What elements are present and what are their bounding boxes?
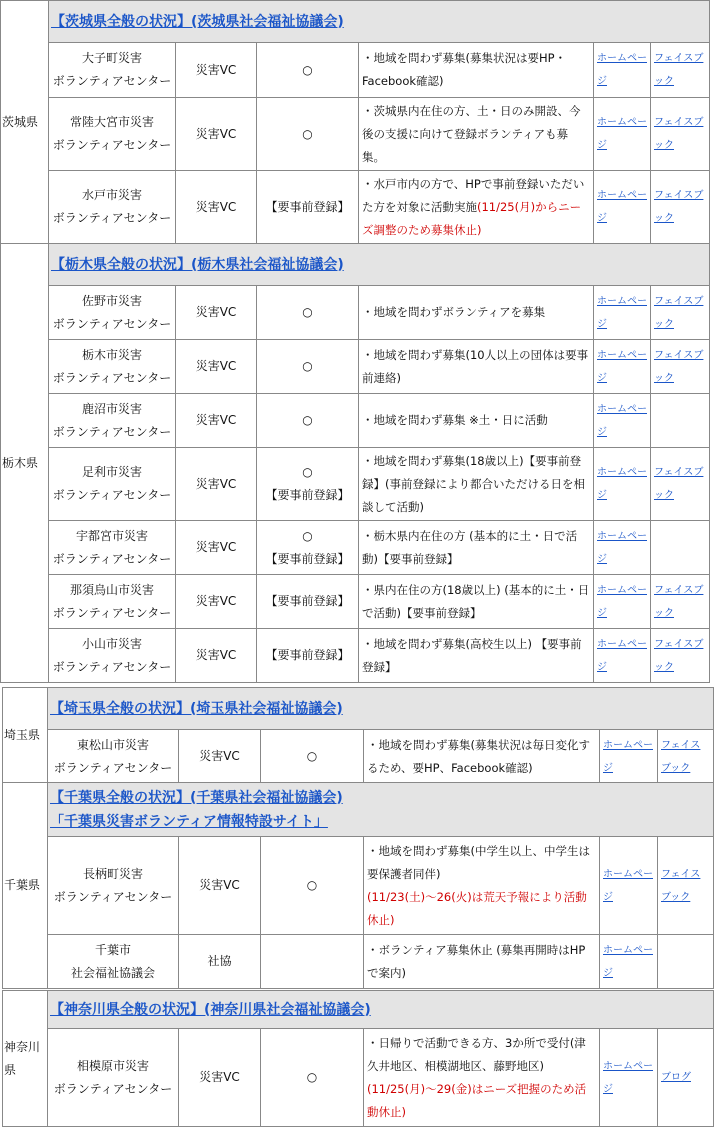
center-type: 災害VC [176, 43, 257, 98]
center-type: 災害VC [179, 837, 261, 935]
center-type: 災害VC [179, 1029, 261, 1127]
suspension-notice: (11/25(月)からニーズ調整のため募集休止) [362, 199, 582, 237]
homepage-link[interactable]: ホームページ [597, 53, 647, 87]
social-cell [651, 521, 710, 575]
social-cell [658, 935, 714, 989]
center-name: 千葉市 社会福祉協議会 [48, 935, 179, 989]
disaster-volunteer-site-link[interactable]: 「千葉県災害ボランティア情報特設サイト」 [50, 813, 328, 830]
recruit-description: ・日帰りで活動できる方、3か所で受付(津久井地区、相模湖地区、藤野地区) (11/25(月)～29(金)はニーズ把握のため活動休止) [364, 1029, 600, 1127]
homepage-cell [600, 1029, 658, 1127]
prefecture-saitama: 埼玉県 [3, 688, 48, 784]
recruit-description: ・地域を問わず募集(募集状況は要HP・Facebook確認) [359, 43, 594, 98]
center-type: 災害VC [176, 448, 257, 521]
recruit-status: ○ [257, 286, 359, 340]
center-type: 社協 [179, 935, 261, 989]
homepage-cell [600, 935, 658, 989]
section-header-kanagawa [48, 991, 714, 1029]
center-type: 災害VC [176, 575, 257, 629]
facebook-link[interactable]: フェイスブック [661, 739, 701, 774]
recruit-status: ○ [261, 730, 364, 784]
recruit-description: ・地域を問わず募集 ※土・日に活動 [359, 394, 594, 448]
prefecture-status-link[interactable]: 【茨城県全般の状況】(茨城県社会福祉協議会) [51, 13, 344, 30]
social-cell [651, 394, 710, 448]
recruit-status [261, 935, 364, 989]
center-name: 長柄町災害 ボランティアセンター [48, 837, 179, 935]
homepage-link[interactable]: ホームページ [597, 638, 647, 673]
center-name: 常陸大宮市災害 ボランティアセンター [49, 98, 176, 171]
recruit-status: ○ [257, 98, 359, 171]
facebook-link[interactable]: フェイスブック [654, 467, 704, 501]
recruit-status: 【要事前登録】 [257, 575, 359, 629]
homepage-link[interactable]: ホームページ [603, 868, 653, 903]
recruit-description: ・茨城県内在住の方、土・日のみ開設、今後の支援に向けて登録ボランティアも募集。 [359, 98, 594, 171]
center-name: 宇都宮市災害 ボランティアセンター [49, 521, 176, 575]
table-row [1, 629, 710, 683]
table-row [1, 575, 710, 629]
recruit-description: ・県内在住の方(18歳以上) (基本的に土・日で活動)【要事前登録】 [359, 575, 594, 629]
homepage-link[interactable]: ホームページ [603, 739, 653, 774]
facebook-link[interactable]: フェイスブック [654, 584, 704, 619]
prefecture-kanagawa: 神奈川県 [3, 991, 48, 1127]
center-type: 災害VC [179, 730, 261, 784]
section-header-saitama [48, 688, 714, 730]
table-row [3, 730, 714, 784]
center-type: 災害VC [176, 394, 257, 448]
recruit-status: ○ 【要事前登録】 [257, 448, 359, 521]
facebook-link[interactable]: フェイスブック [654, 117, 704, 151]
social-cell [658, 1029, 714, 1127]
social-cell [658, 837, 714, 935]
recruit-description: ・地域を問わず募集(中学生以上、中学生は要保護者同伴) (11/23(土)～26(火)は荒天予報により活動休止) [364, 837, 600, 935]
facebook-link[interactable]: フェイスブック [661, 868, 701, 903]
volunteer-table-chiba [2, 782, 714, 989]
center-type: 災害VC [176, 286, 257, 340]
table-row [1, 98, 710, 171]
social-cell [651, 340, 710, 394]
prefecture-status-link[interactable]: 【埼玉県全般の状況】(埼玉県社会福祉協議会) [50, 700, 343, 717]
center-name: 小山市災害 ボランティアセンター [49, 629, 176, 683]
social-cell [651, 286, 710, 340]
table-row [3, 837, 714, 935]
recruit-description: ・栃木県内在住の方 (基本的に土・日で活動)【要事前登録】 [359, 521, 594, 575]
homepage-cell [594, 575, 651, 629]
center-name: 那須烏山市災害 ボランティアセンター [49, 575, 176, 629]
homepage-cell [594, 286, 651, 340]
facebook-link[interactable]: フェイスブック [654, 349, 704, 384]
volunteer-table-kanagawa [2, 990, 714, 1127]
social-cell [651, 171, 710, 244]
table-row [1, 448, 710, 521]
section-header-chiba [48, 783, 714, 837]
center-type: 災害VC [176, 171, 257, 244]
social-cell [651, 575, 710, 629]
volunteer-table-saitama [2, 687, 714, 784]
center-name: 鹿沼市災害 ボランティアセンター [49, 394, 176, 448]
homepage-link[interactable]: ホームページ [597, 349, 647, 384]
homepage-cell [594, 340, 651, 394]
prefecture-ibaraki: 茨城県 [1, 1, 49, 244]
suspension-notice: (11/23(土)～26(火)は荒天予報により活動休止) [367, 889, 587, 927]
table-row [1, 43, 710, 98]
social-cell [651, 448, 710, 521]
prefecture-tochigi: 栃木県 [1, 244, 49, 683]
table-row [1, 286, 710, 340]
center-type: 災害VC [176, 98, 257, 171]
homepage-cell [594, 394, 651, 448]
center-name: 相模原市災害 ボランティアセンター [48, 1029, 179, 1127]
social-cell [658, 730, 714, 784]
table-row [1, 340, 710, 394]
center-name: 大子町災害 ボランティアセンター [49, 43, 176, 98]
center-type: 災害VC [176, 521, 257, 575]
homepage-cell [594, 521, 651, 575]
prefecture-status-link[interactable]: 【千葉県全般の状況】(千葉県社会福祉協議会) [50, 789, 343, 806]
homepage-cell [594, 43, 651, 98]
recruit-description: ・地域を問わず募集(18歳以上)【要事前登録】(事前登録により都合いただける日を相談して活動) [359, 448, 594, 521]
recruit-status: ○ 【要事前登録】 [257, 521, 359, 575]
social-cell [651, 629, 710, 683]
social-cell [651, 43, 710, 98]
prefecture-chiba: 千葉県 [3, 783, 48, 989]
table-row [3, 1029, 714, 1127]
homepage-link[interactable]: ホームページ [597, 117, 647, 151]
homepage-link[interactable]: ホームページ [597, 584, 647, 619]
homepage-link[interactable]: ホームページ [597, 190, 647, 224]
center-name: 佐野市災害 ボランティアセンター [49, 286, 176, 340]
recruit-description: ・地域を問わず募集(高校生以上) 【要事前登録】 [359, 629, 594, 683]
recruit-status: ○ [257, 43, 359, 98]
recruit-status: ○ [257, 340, 359, 394]
recruit-status: ○ [261, 1029, 364, 1127]
homepage-link[interactable]: ホームページ [597, 403, 647, 438]
center-name: 東松山市災害 ボランティアセンター [48, 730, 179, 784]
recruit-description: ・地域を問わずボランティアを募集 [359, 286, 594, 340]
facebook-link[interactable]: フェイスブック [654, 295, 704, 330]
prefecture-status-link[interactable]: 【神奈川県全般の状況】(神奈川県社会福祉協議会) [50, 1001, 371, 1018]
homepage-cell [594, 629, 651, 683]
center-name: 足利市災害 ボランティアセンター [49, 448, 176, 521]
homepage-link[interactable]: ホームページ [597, 530, 647, 565]
center-type: 災害VC [176, 340, 257, 394]
recruit-description: ・地域を問わず募集(募集状況は毎日変化するため、要HP、Facebook確認) [364, 730, 600, 784]
homepage-cell [600, 837, 658, 935]
section-header-ibaraki [49, 1, 710, 43]
blog-link[interactable]: ブログ [661, 1072, 691, 1083]
social-cell [651, 98, 710, 171]
table-row [1, 171, 710, 244]
prefecture-status-link[interactable]: 【栃木県全般の状況】(栃木県社会福祉協議会) [51, 256, 344, 273]
recruit-status: 【要事前登録】 [257, 171, 359, 244]
recruit-status: ○ [257, 394, 359, 448]
table-row [3, 935, 714, 989]
facebook-link[interactable]: フェイスブック [654, 190, 704, 224]
recruit-description: ・ボランティア募集休止 (募集再開時はHPで案内) [364, 935, 600, 989]
table-row [1, 521, 710, 575]
center-name: 水戸市災害 ボランティアセンター [49, 171, 176, 244]
facebook-link[interactable]: フェイスブック [654, 53, 704, 87]
homepage-link[interactable]: ホームページ [603, 944, 653, 979]
table-row [1, 394, 710, 448]
homepage-link[interactable]: ホームページ [603, 1060, 653, 1095]
center-type: 災害VC [176, 629, 257, 683]
recruit-status: 【要事前登録】 [257, 629, 359, 683]
homepage-cell [594, 171, 651, 244]
homepage-link[interactable]: ホームページ [597, 295, 647, 330]
homepage-cell [594, 448, 651, 521]
homepage-cell [600, 730, 658, 784]
section-header-tochigi [49, 244, 710, 286]
recruit-description: ・水戸市内の方で、HPで事前登録いただいた方を対象に活動実施(11/25(月)からニーズ調整のため募集休止) [359, 171, 594, 244]
homepage-link[interactable]: ホームページ [597, 467, 647, 501]
recruit-description: ・地域を問わず募集(10人以上の団体は要事前連絡) [359, 340, 594, 394]
recruit-status: ○ [261, 837, 364, 935]
facebook-link[interactable]: フェイスブック [654, 638, 704, 673]
center-name: 栃木市災害 ボランティアセンター [49, 340, 176, 394]
homepage-cell [594, 98, 651, 171]
suspension-notice: (11/25(月)～29(金)はニーズ把握のため活動休止) [367, 1081, 587, 1119]
